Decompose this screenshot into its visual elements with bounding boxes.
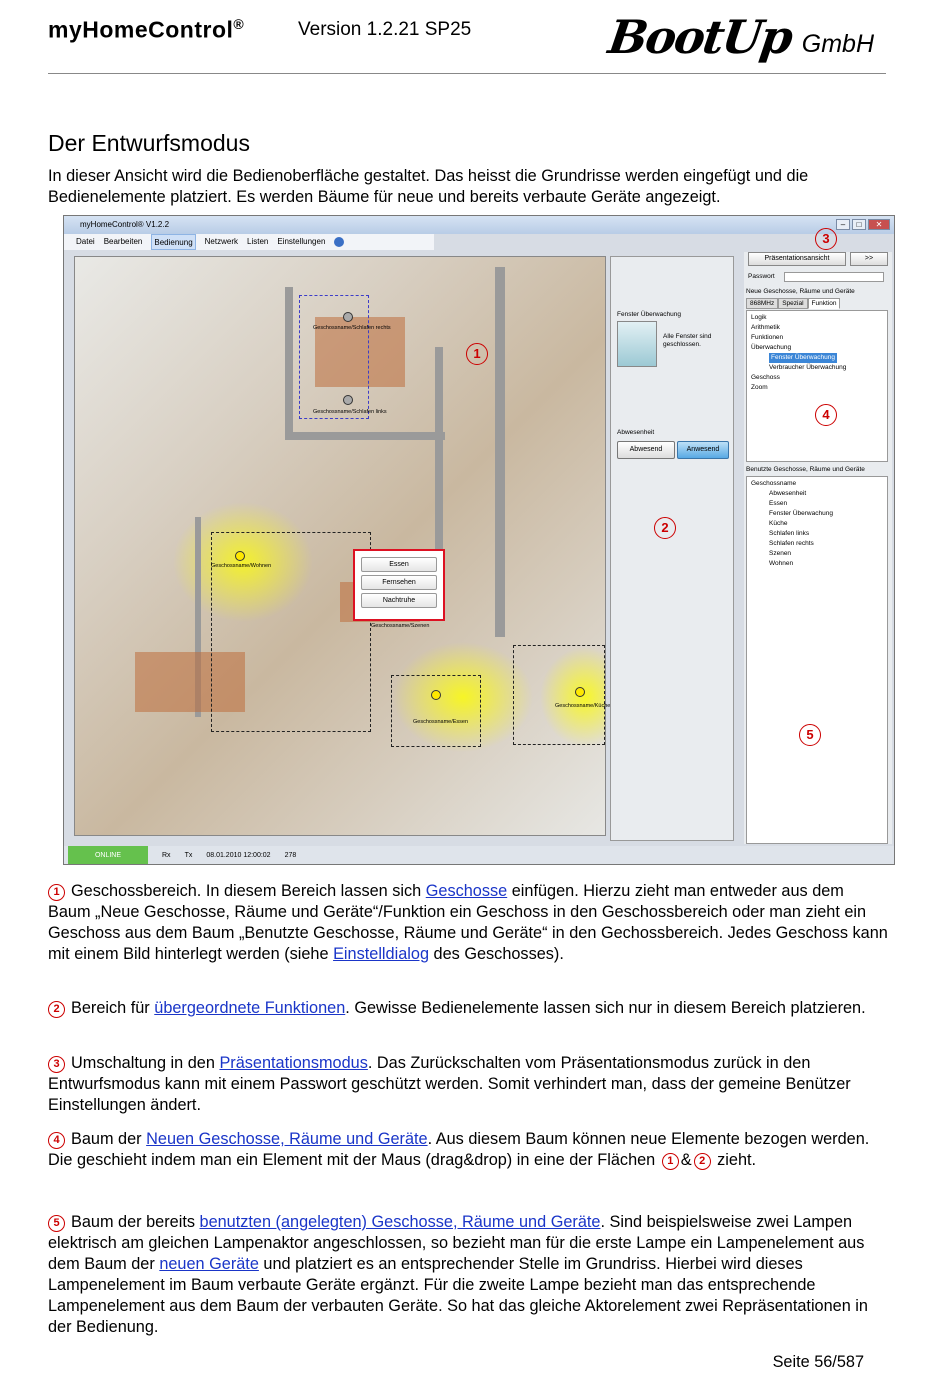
floor-plan-area[interactable]: Geschossname/Schlafen rechts Geschossname/Schlafen links Geschossname/Wohnen Essen Fernsehen Nachtruhe Geschossname/Szenen Geschossname/Essen Geschossname/Küche 1 xyxy=(74,256,606,836)
anwesend-button[interactable]: Anwesend xyxy=(677,441,729,459)
item-5: 5 Baum der bereits benutzten (angelegten) Geschosse, Räume und Geräte. Sind beispielsweise zwei Lampen elektrisch am gleichen Lampenaktor angeschlossen, so bezieht man für die erste Lampe ein Lampenelement aus dem Baum der neuen Geräte und platziert es an entsprechender Stelle im Grundriss. Hierbei wird dieses Lampenelement im Baum verbaute Geräte ergänzt. Für die zweite Lampe bezieht man das entsprechende Lampenelement aus dem Baum der verbauten Geräte. So hat das gleiche Aktorelement zwei Repräsentationen in der Bedienung. xyxy=(48,1213,868,1336)
tab-spezial[interactable]: Spezial xyxy=(778,298,807,309)
link-praesentationsmodus[interactable]: Präsentationsmodus xyxy=(219,1054,368,1072)
link-neue-geraete[interactable]: neuen Geräte xyxy=(159,1255,259,1273)
marker-2: 2 xyxy=(654,517,676,539)
expand-button[interactable]: >> xyxy=(850,252,888,266)
window-monitor-icon xyxy=(617,321,657,367)
help-icon[interactable] xyxy=(334,237,344,247)
marker-3: 3 xyxy=(815,228,837,250)
tab-868mhz[interactable]: 868MHz xyxy=(746,298,778,309)
company-logo: BootUp GmbH xyxy=(605,10,874,64)
marker-1: 1 xyxy=(466,343,488,365)
tab-funktion[interactable]: Funktion xyxy=(808,298,841,309)
menu-datei[interactable]: Datei xyxy=(76,237,95,246)
item-4: 4 Baum der Neuen Geschosse, Räume und Geräte. Aus diesem Baum können neue Elemente bezogen werden. Die geschieht indem man ein Element mit der Maus (drag&drop) in eine der Flächen 1 & 2 zieht. xyxy=(48,1130,870,1169)
maximize-icon[interactable]: □ xyxy=(852,219,866,230)
page-number: Seite 56/587 xyxy=(772,1353,864,1371)
scene-button-nachtruhe[interactable]: Nachtruhe xyxy=(361,593,437,608)
page-title: Der Entwurfsmodus xyxy=(48,130,250,156)
praesentation-button[interactable]: Präsentationsansicht xyxy=(748,252,846,266)
menu-bedienung[interactable]: Bedienung xyxy=(151,234,195,250)
menu-bar xyxy=(64,234,434,250)
marker-5: 5 xyxy=(799,724,821,746)
used-devices-tree[interactable]: Geschossname Abwesenheit Essen Fenster Überwachung Küche Schlafen links Schlafen rechts Szenen Wohnen xyxy=(746,476,888,844)
link-uebergeordnete-funktionen[interactable]: übergeordnete Funktionen xyxy=(154,999,346,1017)
abwesend-button[interactable]: Abwesend xyxy=(617,441,675,459)
menu-listen[interactable]: Listen xyxy=(247,237,269,246)
scene-button-fernsehen[interactable]: Fernsehen xyxy=(361,575,437,590)
tree-panel: Präsentationsansicht >> Passwort Neue Geschosse, Räume und Geräte 868MHz Spezial Funktion Logik Arithmetik Funktionen Überwachung Fenster Überwachung Verbraucher Überwachung Geschoss Zoom Benutzte Geschosse, Räume und Geräte Geschossname Abwesenheit Essen Fenster Überwachung Küche Schlafen links Schlafen rechts Szenen Wohnen xyxy=(744,252,892,844)
new-devices-tree[interactable]: Logik Arithmetik Funktionen Überwachung Fenster Überwachung Verbraucher Überwachung Geschoss Zoom xyxy=(746,310,888,462)
functions-panel[interactable]: Fenster Überwachung Alle Fenster sind geschlossen. Abwesenheit Abwesend Anwesend 2 xyxy=(610,256,734,841)
marker-4: 4 xyxy=(815,404,837,426)
scene-button-essen[interactable]: Essen xyxy=(361,557,437,572)
menu-einstellungen[interactable]: Einstellungen xyxy=(277,237,326,246)
tree-tabs xyxy=(746,298,840,309)
link-einstelldialog[interactable]: Einstelldialog xyxy=(333,945,430,963)
password-field[interactable] xyxy=(784,272,884,282)
status-bar: ONLINE Rx Tx 08.01.2010 12:00:02 278 xyxy=(64,846,894,865)
app-screenshot xyxy=(63,215,895,865)
link-benutzte-geschosse[interactable]: benutzten (angelegten) Geschosse, Räume und Geräte xyxy=(199,1213,601,1231)
scene-button-group xyxy=(353,549,445,621)
item-3: 3 Umschaltung in den Präsentationsmodus. Das Zurückschalten vom Präsentationsmodus zurück in den Entwurfsmodus kann mit einem Passwort geschützt werden. Somit verhindert man, dass der gemeine Benützer Einstellungen ändert. xyxy=(48,1054,851,1114)
link-neue-geschosse[interactable]: Neuen Geschosse, Räume und Geräte xyxy=(146,1130,428,1148)
close-icon[interactable]: ✕ xyxy=(868,219,890,230)
online-indicator: ONLINE xyxy=(68,846,148,865)
page-header xyxy=(48,12,886,74)
minimize-icon[interactable]: – xyxy=(836,219,850,230)
version-label: Version 1.2.21 SP25 xyxy=(298,19,472,40)
menu-netzwerk[interactable]: Netzwerk xyxy=(204,237,238,246)
window-titlebar: myHomeControl® V1.2.2 – □ ✕ xyxy=(64,216,894,234)
item-1: 1 Geschossbereich. In diesem Bereich lassen sich Geschosse einfügen. Hierzu zieht man entweder aus dem Baum „Neue Geschosse, Räume und Geräte“/Funktion ein Geschoss in den Geschossbereich oder man zieht ein Geschoss aus dem Baum „Benutzte Geschosse, Räume und Geräte“ in den Gechossbereich. Jedes Geschoss kann mit einem Bild hinterlegt werden (siehe Einstelldialog des Geschosses). xyxy=(48,882,888,963)
link-geschosse[interactable]: Geschosse xyxy=(425,882,508,900)
intro-text: In dieser Ansicht wird die Bedienoberfläche gestaltet. Das heisst die Grundrisse werden eingefügt und die Bedienelemente platziert. Es werden Bäume für neue und bereits verbaute Geräte angezeigt. xyxy=(48,167,809,206)
app-name: myHomeControl® xyxy=(48,16,245,43)
menu-bearbeiten[interactable]: Bearbeiten xyxy=(103,237,143,246)
item-2: 2 Bereich für übergeordnete Funktionen. Gewisse Bedienelemente lassen sich nur in diesem Bereich platzieren. xyxy=(48,998,888,1019)
